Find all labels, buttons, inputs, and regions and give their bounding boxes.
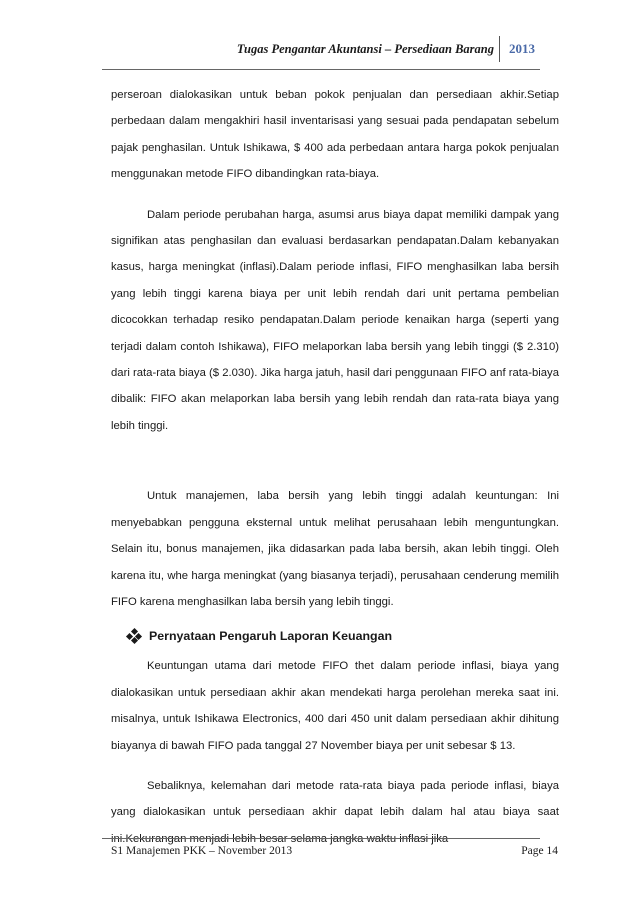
footer-rule bbox=[102, 838, 540, 839]
body-paragraph-3: Untuk manajemen, laba bersih yang lebih tinggi adalah keuntungan: Ini menyebabkan pengguna eksternal untuk melihat perusahaan lebih menguntungkan. Selain itu, bonus manajemen, jika didasarkan pada laba bersih, akan lebih tinggi. Oleh karena itu, whe harga meningkat (yang biasanya terjadi), perusahaan cenderung memilih FIFO karena menghasilkan laba bersih yang lebih tinggi. bbox=[111, 490, 559, 608]
footer-page-number: Page 14 bbox=[521, 845, 558, 857]
body-paragraph-1: perseroan dialokasikan untuk beban pokok penjualan dan persediaan akhir.Setiap perbedaan dalam mengakhiri hasil inventarisasi yang sesuai pada pendapatan sebelum pajak penghasilan. Untuk Ishikawa, $ 400 ada perbedaan antara harga pokok penjualan menggunakan metode FIFO dibandingkan rata-biaya. bbox=[111, 89, 559, 181]
body-paragraph-2: Dalam periode perubahan harga, asumsi arus biaya dapat memiliki dampak yang signifikan atas penghasilan dan evaluasi berdasarkan pendapatan.Dalam kebanyakan kasus, harga meningkat (inflasi).Dalam periode inflasi, FIFO menghasilkan laba bersih yang lebih tinggi karena biaya per unit lebih rendah dari unit pertama pembelian dicocokkan terhadap resiko pendapatan.Dalam periode kenaikan harga (seperti yang terjadi dalam contoh Ishikawa), FIFO melaporkan laba bersih yang lebih tinggi ($ 2.310) dari rata-rata biaya ($ 2.030). Jika harga jatuh, hasil dari penggunaan FIFO anf rata-biaya dibalik: FIFO akan melaporkan laba bersih yang lebih rendah dan rata-rata biaya yang lebih tinggi. bbox=[111, 208, 559, 432]
section-paragraph-1: Keuntungan utama dari metode FIFO thet dalam periode inflasi, biaya yang dialokasikan untuk persediaan akhir akan mendekati harga perolehan mereka saat ini. misalnya, untuk Ishikawa Electronics, 400 dari 450 unit dalam persediaan akhir dihitung biayanya di bawah FIFO pada tanggal 27 November biaya per unit sebesar $ 13. bbox=[111, 660, 559, 752]
section-paragraph-2: Sebaliknya, kelemahan dari metode rata-rata biaya pada periode inflasi, biaya yang dialokasikan untuk persediaan akhir dapat lebih dalam hal atau biaya saat bbox=[111, 779, 559, 819]
header-divider bbox=[499, 36, 500, 62]
footer-course-label: S1 Manajemen PKK – November 2013 bbox=[111, 845, 293, 857]
diamond-bullet-icon bbox=[127, 629, 141, 643]
section-heading bbox=[127, 623, 559, 649]
page-header bbox=[102, 36, 540, 62]
section-heading-text: Pernyataan Pengaruh Laporan Keuangan bbox=[149, 629, 393, 644]
header-rule bbox=[102, 69, 540, 70]
header-title: Tugas Pengantar Akuntansi – Persediaan Barang bbox=[236, 42, 494, 56]
page-body bbox=[111, 82, 559, 852]
header-year: 2013 bbox=[509, 41, 535, 56]
